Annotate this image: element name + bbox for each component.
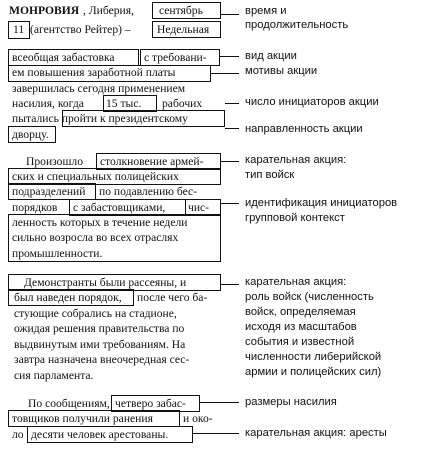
label-direction: направленность акции <box>245 123 363 135</box>
date-day: 11 <box>13 23 25 36</box>
article-line: Произошло <box>26 155 83 168</box>
article-line: ожидая решения правительства по <box>14 322 185 335</box>
label-violence: размеры насилия <box>245 396 337 408</box>
connector-count <box>225 103 239 104</box>
context-text-a: чис- <box>188 201 210 214</box>
label-time: время и <box>245 5 287 17</box>
troop-role-text-a: Демонстранты были рассеяны, и <box>24 276 187 289</box>
label-troop-role-6: армии и полицейских сил) <box>245 366 382 378</box>
label-count: число инициаторов акции <box>245 96 379 108</box>
article-line: и око- <box>183 412 213 425</box>
connector-troop-type <box>221 161 239 162</box>
context-text-d: промышленности. <box>12 247 103 260</box>
direction-text-b: дворцу. <box>12 128 49 141</box>
article-line: ло <box>12 428 24 441</box>
label-punitive-2: карательная акция: <box>245 276 347 288</box>
day-box <box>8 21 30 39</box>
label-troop-role-4: события и известной <box>245 336 355 348</box>
date-month: сентябрь <box>159 4 203 17</box>
initiators-id-text: с забастовщиками, <box>73 201 166 214</box>
dateline-city: МОНРОВИЯ <box>9 4 80 17</box>
label-troop-type: тип войск <box>245 169 295 181</box>
troop-type-text-c: подразделений <box>12 185 86 198</box>
article-line: стующие собрались на стадионе, <box>14 307 177 320</box>
article-line: насилия, когда <box>12 97 84 110</box>
connector-arrests <box>193 433 239 434</box>
action-type-text: всеобщая забастовка <box>12 51 115 64</box>
connector-initiators <box>221 203 239 204</box>
direction-box-b <box>8 126 56 143</box>
initiators-noun: рабочих <box>162 97 203 110</box>
duration-text: Недельная <box>157 23 210 36</box>
article-line: выдвинутым ими требованиям. На <box>14 338 186 351</box>
direction-box-a <box>62 110 225 127</box>
motive-box-a <box>140 49 220 66</box>
connector-time <box>221 14 239 15</box>
motive-box-b <box>8 65 211 82</box>
connector-action-type <box>220 56 239 57</box>
troop-type-box-c <box>8 183 96 200</box>
label-troop-role-3: исходя из масштабов <box>245 321 357 333</box>
violence-text-b: товщиков получили ранения <box>12 412 153 425</box>
violence-box-b <box>8 410 180 427</box>
troop-type-text-a: столкновение армей- <box>100 155 204 168</box>
context-text-c: сильно возросла во всех отраслях <box>12 231 179 244</box>
direction-text-a: пытались пройти к президентскому <box>12 112 188 125</box>
troop-role-box-b <box>8 289 134 306</box>
time-box <box>152 2 221 19</box>
connector-direction <box>225 128 239 129</box>
article-line: после чего ба- <box>137 291 208 304</box>
connector-motive <box>211 73 239 74</box>
label-motive: мотивы акции <box>245 65 318 77</box>
article-line: завтра назначена внеочередная сес- <box>14 353 190 366</box>
label-duration: продолжительность <box>245 19 349 31</box>
violence-text-a: четверо забас- <box>115 397 186 410</box>
context-box-b <box>8 214 221 262</box>
connector-violence <box>200 402 239 403</box>
action-type-box <box>8 49 139 66</box>
label-troop-role-2: войск, определяемая <box>245 306 356 318</box>
article-line: завершилась сегодня применением <box>12 82 186 95</box>
article-line: по подавлению бес- <box>99 185 198 198</box>
article-line: По сообщениям, <box>28 397 110 410</box>
duration-box <box>152 21 221 38</box>
motive-text-b: ем повышения заработной платы <box>12 66 176 79</box>
motive-text-a: с требовани- <box>144 51 207 64</box>
article-line: порядков <box>12 201 58 214</box>
initiators-count: 15 тыс. <box>106 97 142 110</box>
arrests-box <box>27 426 193 443</box>
connector-troop-role <box>221 284 239 285</box>
context-text-b: ленность которых в течение недели <box>12 216 188 229</box>
arrests-text: десяти человек арестованы. <box>31 428 169 441</box>
dateline-country: , Либерия, <box>83 4 134 17</box>
label-troop-role: роль войск (численность <box>245 291 374 303</box>
article-line: сия парламента. <box>14 369 94 382</box>
label-action-type: вид акции <box>245 50 297 62</box>
agency: (агентство Рейтер) – <box>30 23 131 36</box>
label-group-context: групповой контекст <box>245 212 345 224</box>
label-punitive-1: карательная акция: <box>245 154 347 166</box>
troop-type-text-b: ских и специальных полицейских <box>12 170 179 183</box>
label-arrests: карательная акция: аресты <box>245 427 387 439</box>
label-troop-role-5: численности либерийской <box>245 351 382 363</box>
label-initiators-id: идентификация инициаторов <box>245 197 398 209</box>
troop-role-text-b: был наведен порядок, <box>14 291 122 304</box>
